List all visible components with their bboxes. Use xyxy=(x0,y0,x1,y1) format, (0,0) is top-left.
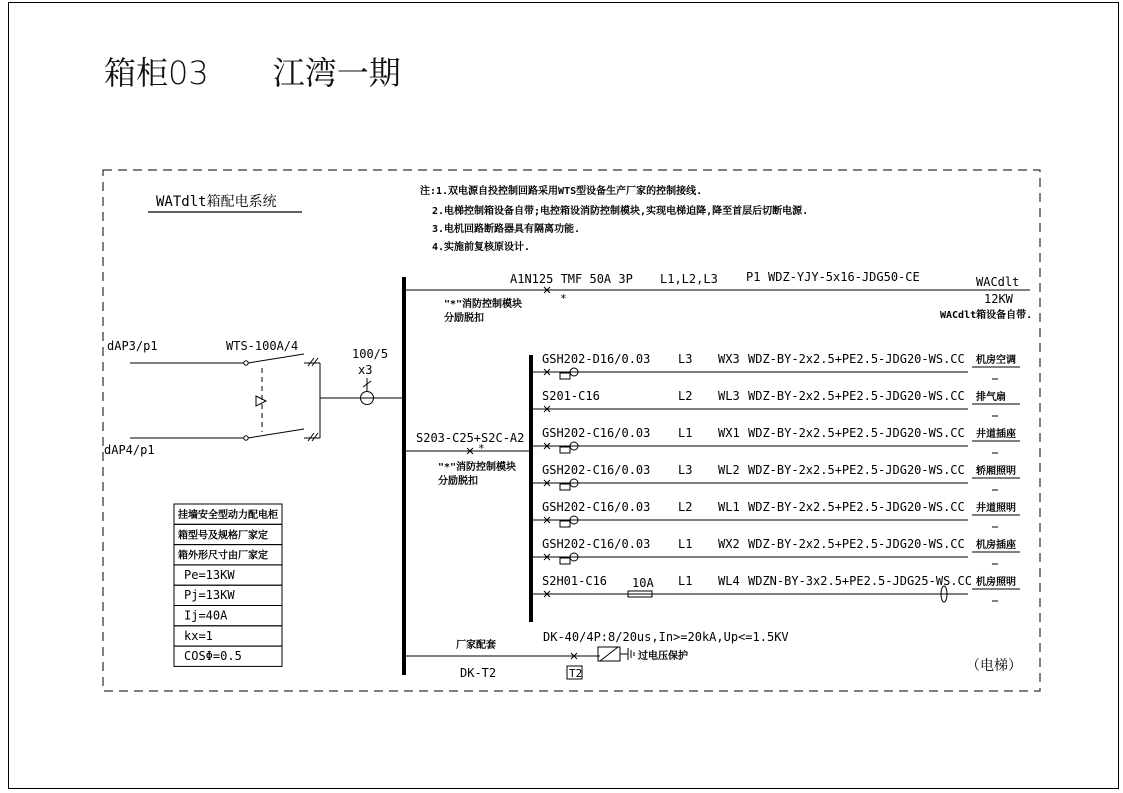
spec-text: Pe=13KW xyxy=(184,567,235,582)
spd-spec: DK-40/4P:8/20us,In>=20kA,Up<=1.5KV xyxy=(543,630,789,644)
spd-label: 过电压保护 xyxy=(638,651,688,662)
branch-circuit: WL4 xyxy=(718,574,740,588)
branch-cable: WDZN-BY-3x2.5+PE2.5-JDG25-WS.CC xyxy=(748,574,972,588)
rcd-symbol xyxy=(560,558,570,564)
sub-fire-note-2: 分励脱扣 xyxy=(438,476,478,487)
sub-main-breaker: S203-C25+S2C-A2 xyxy=(416,431,525,445)
system-title: WATdlt箱配电系统 xyxy=(156,194,277,210)
ct-ratio: 100/5 xyxy=(352,347,389,361)
branch-breaker: GSH202-C16/0.03 xyxy=(542,426,651,440)
branch-breaker: S2H01-C16 xyxy=(542,574,608,588)
branch-row xyxy=(531,352,1020,379)
source-1-label: dAP3/p1 xyxy=(107,339,158,353)
page-title: 箱柜03 江湾一期 xyxy=(104,54,401,92)
ats-blade-1 xyxy=(248,354,304,363)
branch-phase: L1 xyxy=(678,574,693,588)
spd-class: T2 xyxy=(569,667,583,680)
branch-dest: 排气扇 xyxy=(976,392,1006,403)
branch-phase: L2 xyxy=(678,389,693,403)
branch-breaker: GSH202-D16/0.03 xyxy=(542,352,651,366)
fuse-label: 10A xyxy=(632,576,654,590)
branch-dest: 井道照明 xyxy=(976,503,1016,514)
spec-text: COSΦ=0.5 xyxy=(184,649,242,664)
main-circuit-label: P1 xyxy=(746,270,761,284)
branch-circuit: WL2 xyxy=(718,463,740,477)
branch-dest: 机房插座 xyxy=(976,540,1016,551)
branch-circuit: WL3 xyxy=(718,389,740,403)
ats-contact-2 xyxy=(244,436,248,440)
branch-breaker: S201-C16 xyxy=(542,389,600,403)
spec-text: 挂墙安全型动力配电柜 xyxy=(178,510,278,521)
branch-row xyxy=(531,500,1020,527)
note-2: 2.电梯控制箱设备自带;电控箱设消防控制模块,实现电梯迫降,降至首层后切断电源. xyxy=(432,206,809,217)
spd-varistor xyxy=(600,647,618,661)
branch-dest: 井道插座 xyxy=(976,429,1016,440)
spec-text: kx=1 xyxy=(184,628,213,643)
ats-blade-2 xyxy=(248,429,304,438)
rcd-symbol xyxy=(560,447,570,453)
note-4: 4.实施前复核原设计. xyxy=(432,242,531,253)
main-breaker-label: A1N125 TMF 50A 3P xyxy=(510,272,633,286)
sub-main-star: * xyxy=(478,442,485,455)
spec-table xyxy=(174,504,282,666)
rcd-symbol xyxy=(560,484,570,490)
main-fire-note-2: 分励脱扣 xyxy=(444,313,484,324)
branch-dest: 机房空调 xyxy=(976,355,1016,366)
ats-label: WTS-100A/4 xyxy=(226,339,299,353)
ct-qty: x3 xyxy=(358,363,373,377)
spd-supplier: 厂家配套 xyxy=(456,640,496,651)
branch-row xyxy=(531,537,1020,564)
main-dest: WACdlt xyxy=(976,275,1020,289)
main-power: 12KW xyxy=(984,292,1013,306)
main-dest-note: WACdlt箱设备自带. xyxy=(940,310,1033,321)
branch-row xyxy=(531,463,1020,490)
main-star: * xyxy=(560,292,567,305)
branch-dest: 轿厢照明 xyxy=(976,466,1016,477)
branch-breaker: GSH202-C16/0.03 xyxy=(542,537,651,551)
branch-phase: L2 xyxy=(678,500,693,514)
branch-dest: 机房照明 xyxy=(976,577,1016,588)
branch-phase: L3 xyxy=(678,463,693,477)
spd-model: DK-T2 xyxy=(460,666,497,680)
spec-text: Pj=13KW xyxy=(184,588,235,603)
branch-cable: WDZ-BY-2x2.5+PE2.5-JDG20-WS.CC xyxy=(748,389,965,403)
spec-text: Ij=40A xyxy=(184,608,228,623)
spec-text: 箱外形尺寸由厂家定 xyxy=(178,550,268,562)
branch-row xyxy=(531,574,1020,602)
branch-circuits xyxy=(531,352,1020,602)
branch-circuit: WX2 xyxy=(718,537,740,551)
branch-phase: L1 xyxy=(678,537,693,551)
branch-breaker: GSH202-C16/0.03 xyxy=(542,463,651,477)
branch-circuit: WX1 xyxy=(718,426,740,440)
ats-interlock-arrow xyxy=(256,396,266,406)
rcd-symbol xyxy=(560,373,570,379)
sub-fire-note-1: "*"消防控制模块 xyxy=(438,462,517,473)
note-3: 3.电机回路断路器具有隔离功能. xyxy=(432,224,581,235)
note-1: 注:1.双电源自投控制回路采用WTS型设备生产厂家的控制接线. xyxy=(420,186,703,197)
branch-cable: WDZ-BY-2x2.5+PE2.5-JDG20-WS.CC xyxy=(748,426,965,440)
rcd-symbol xyxy=(560,521,570,527)
branch-row xyxy=(531,389,1020,416)
spec-text: 箱型号及规格厂家定 xyxy=(178,530,268,542)
main-cable-label: WDZ-YJY-5x16-JDG50-CE xyxy=(768,270,920,284)
main-fire-note-1: "*"消防控制模块 xyxy=(444,299,523,310)
branch-cable: WDZ-BY-2x2.5+PE2.5-JDG20-WS.CC xyxy=(748,352,965,366)
footer-label: （电梯） xyxy=(966,658,1022,674)
branch-breaker: GSH202-C16/0.03 xyxy=(542,500,651,514)
ats-contact-1 xyxy=(244,361,248,365)
source-2-label: dAP4/p1 xyxy=(104,443,155,457)
branch-phase: L1 xyxy=(678,426,693,440)
branch-cable: WDZ-BY-2x2.5+PE2.5-JDG20-WS.CC xyxy=(748,537,965,551)
branch-cable: WDZ-BY-2x2.5+PE2.5-JDG20-WS.CC xyxy=(748,463,965,477)
branch-row xyxy=(531,426,1020,453)
branch-cable: WDZ-BY-2x2.5+PE2.5-JDG20-WS.CC xyxy=(748,500,965,514)
branch-circuit: WL1 xyxy=(718,500,740,514)
main-phase-label: L1,L2,L3 xyxy=(660,272,718,286)
branch-phase: L3 xyxy=(678,352,693,366)
branch-circuit: WX3 xyxy=(718,352,740,366)
